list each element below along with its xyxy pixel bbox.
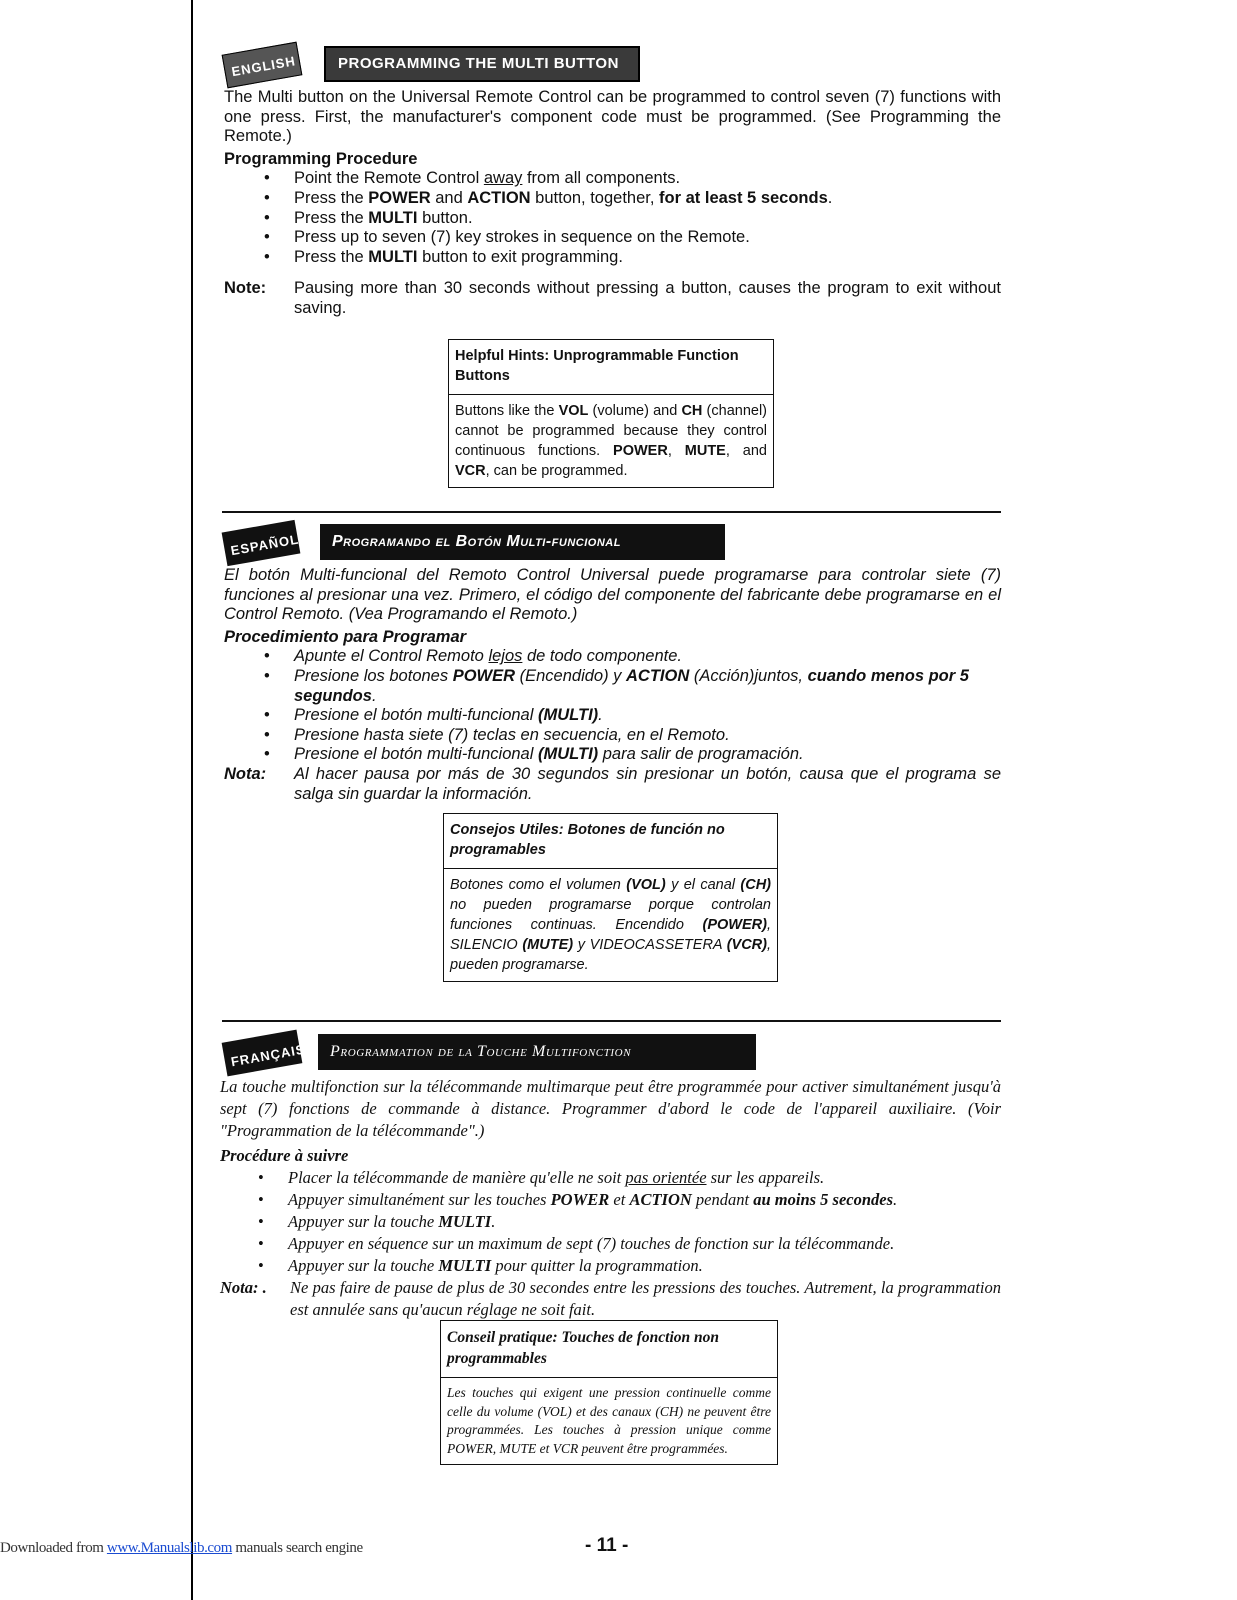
english-note-label: Note:: [224, 279, 267, 298]
french-hint-box: [440, 1320, 778, 1465]
english-steps-list: [224, 169, 1001, 267]
spanish-steps-list: [224, 647, 1001, 765]
spanish-intro: El botón Multi-funcional del Remoto Control Universal puede programarse para controlar siete (7) funciones al presionar una vez. Primero, el código del componente del fabricante debe programarse en el Control Remoto. (Vea Programando el Remoto.): [224, 566, 1001, 624]
spanish-language-badge: ESPAÑOL: [222, 520, 301, 566]
spanish-header: [224, 524, 1001, 562]
english-hint-body: Buttons like the VOL (volume) and CH (channel) cannot be programmed because they control continuous functions. POWER, MUTE, and VCR, can be programmed.: [455, 403, 767, 479]
spanish-hint-box: [443, 813, 778, 982]
section-divider-1: [222, 511, 1001, 513]
english-step-5: • Press the MULTI button to exit programming.: [264, 248, 1001, 268]
spanish-note-label: Nota:: [224, 764, 267, 783]
spanish-step-5: • Presione el botón multi-funcional (MULTI) para salir de programación.: [264, 745, 1001, 765]
english-step-3: • Press the MULTI button.: [264, 209, 1001, 229]
english-section: [224, 46, 1001, 319]
footer-prefix: Downloaded from: [0, 1540, 107, 1556]
french-step-1: • Placer la télécommande de manière qu'elle ne soit pas orientée sur les appareils.: [258, 1167, 1001, 1189]
english-step-2: • Press the POWER and ACTION button, together, for at least 5 seconds.: [264, 189, 1001, 209]
binding-line: [191, 0, 193, 1600]
french-note-text: Ne pas faire de pause de plus de 30 secondes entre les pressions des touches. Autrement, la programmation est annulée sans qu'aucun réglage ne soit fait.: [290, 1278, 1001, 1319]
french-step-2: • Appuyer simultanément sur les touches POWER et ACTION pendant au moins 5 secondes.: [258, 1189, 1001, 1211]
french-steps-list: [220, 1167, 1001, 1277]
english-note: [224, 279, 1001, 318]
french-note-label: Nota: .: [220, 1278, 267, 1297]
english-section-title: PROGRAMMING THE MULTI BUTTON: [324, 46, 640, 82]
spanish-step-1: • Apunte el Control Remoto lejos de todo componente.: [264, 647, 1001, 667]
english-procedure-heading: Programming Procedure: [224, 149, 418, 168]
english-hint-title: Helpful Hints: Unprogrammable Function Buttons: [449, 340, 773, 395]
english-hint-box: [448, 339, 774, 488]
french-section-title: Programmation de la Touche Multifonction: [318, 1034, 756, 1070]
english-step-1: • Point the Remote Control away from all components.: [264, 169, 1001, 189]
french-hint-title: Conseil pratique: Touches de fonction non programmables: [441, 1321, 777, 1378]
french-step-5: • Appuyer sur la touche MULTI pour quitter la programmation.: [258, 1255, 1001, 1277]
manualslib-link[interactable]: www.Manualslib.com: [106, 1540, 233, 1556]
french-note: [220, 1277, 1001, 1321]
english-header: [224, 46, 1001, 84]
french-hint-body: Les touches qui exigent une pression continuelle comme celle du volume (VOL) et des canaux (CH) ne peuvent être programmées. Les touches à pression unique comme POWER, MUTE et VCR peuvent être programmées.: [447, 1385, 771, 1456]
spanish-procedure-heading: Procedimiento para Programar: [224, 627, 467, 646]
french-step-3: • Appuyer sur la touche MULTI.: [258, 1211, 1001, 1233]
french-procedure-heading: Procédure à suivre: [220, 1146, 349, 1165]
english-language-badge: ENGLISH: [222, 42, 303, 89]
french-section: [220, 1034, 1001, 1321]
english-note-text: Pausing more than 30 seconds without pressing a button, causes the program to exit without saving.: [294, 279, 1001, 317]
footer-suffix: manuals search engine: [232, 1540, 363, 1556]
spanish-note-text: Al hacer pausa por más de 30 segundos sin presionar un botón, causa que el programa se salga sin guardar la información.: [294, 764, 1001, 803]
french-header: [220, 1034, 1001, 1072]
english-step-4: • Press up to seven (7) key strokes in sequence on the Remote.: [264, 228, 1001, 248]
spanish-hint-title: Consejos Utiles: Botones de función no programables: [444, 814, 777, 869]
download-footer: [0, 1540, 363, 1557]
spanish-step-3: • Presione el botón multi-funcional (MULTI).: [264, 706, 1001, 726]
spanish-step-2: • Presione los botones POWER (Encendido) y ACTION (Acción)juntos, cuando menos por 5 segundos.: [264, 667, 1001, 706]
french-step-4: • Appuyer en séquence sur un maximum de sept (7) touches de fonction sur la télécommande.: [258, 1233, 1001, 1255]
french-language-badge: FRANÇAIS: [222, 1030, 303, 1077]
spanish-step-4: • Presione hasta siete (7) teclas en secuencia, en el Remoto.: [264, 726, 1001, 746]
spanish-section-title: Programando el Botón Multi-funcional: [320, 524, 725, 560]
english-intro: The Multi button on the Universal Remote Control can be programmed to control seven (7) functions with one press. First, the manufacturer's component code must be programmed. (See Programming the Remote.): [224, 88, 1001, 146]
spanish-section: [224, 524, 1001, 804]
section-divider-2: [222, 1020, 1001, 1022]
page-number: - 11 -: [585, 1535, 629, 1556]
spanish-note: [224, 765, 1001, 804]
french-intro: La touche multifonction sur la télécommande multimarque peut être programmée pour activer simultanément jusqu'à sept (7) fonctions de commande à distance. Programmer d'abord le code de l'appareil auxiliaire. (Voir "Programmation de la télécommande".): [220, 1077, 1001, 1140]
spanish-hint-body: Botones como el volumen (VOL) y el canal (CH) no pueden programarse porque controlan funciones continuas. Encendido (POWER), SILENCIO (MUTE) y VIDEOCASSETERA (VCR), pueden programarse.: [450, 877, 772, 973]
